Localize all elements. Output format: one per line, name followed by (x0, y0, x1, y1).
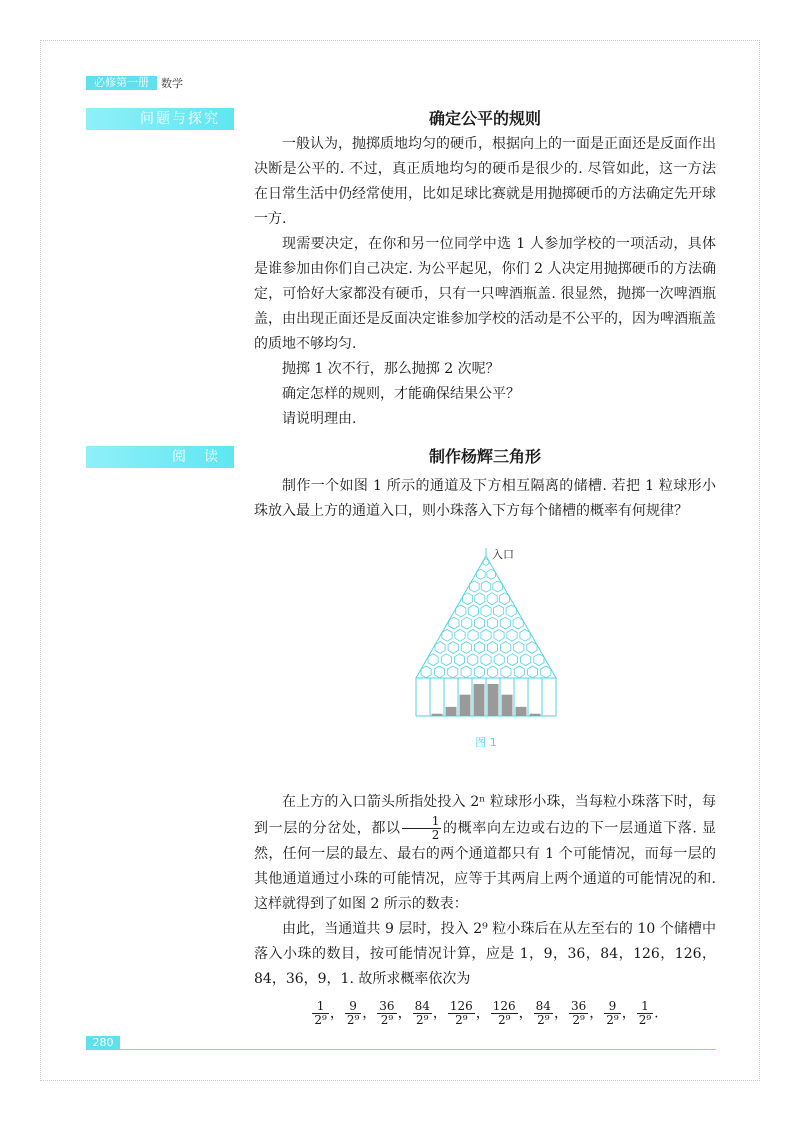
hex-channel (501, 642, 511, 654)
fraction-denominator: 2⁹ (415, 1013, 429, 1027)
page-number: 280 (86, 1036, 120, 1050)
hex-channel (468, 629, 478, 641)
bead-pile (530, 714, 541, 716)
hex-channel (475, 593, 485, 605)
paragraph: 一般认为，抛掷质地均匀的硬币，根据向上的一面是正面还是反面作出决断是公平的. 不过，真正质地均匀的硬币是很少的. 尽管如此，这一方法在日常生活中仍经常使用，比如足球比赛就是用抛掷硬币的方法确定先开球一方. (254, 136, 716, 227)
bead-pile (432, 714, 443, 716)
fraction-denominator: 2⁹ (497, 1013, 511, 1027)
fraction-denominator: 2⁹ (455, 1013, 468, 1027)
fraction-numerator: 84 (414, 999, 430, 1013)
paragraph: 由此，当通道共 9 层时，投入 2⁹ 粒小珠后在从左至右的 10 个储槽中落入小珠的数目，按可能情况计算，应是 1，9，36，84，126，126，84，36，9，1. 故所求概率依次为 (254, 921, 716, 987)
fraction-numerator: 9 (604, 1000, 620, 1014)
hex-channel (470, 581, 480, 592)
hex-channel (474, 642, 484, 654)
fraction-numerator: 1 (402, 815, 442, 829)
hex-channel (428, 654, 438, 666)
section-tag-reading: 阅 读 (86, 446, 234, 468)
hex-channel (488, 642, 498, 654)
bead-pile (474, 684, 485, 716)
bead-pile (460, 695, 471, 716)
section2-intro (254, 474, 716, 524)
hex-channel (494, 629, 504, 641)
fraction-numerator: 9 (345, 1000, 361, 1014)
fraction-numerator: 1 (637, 1000, 653, 1014)
hex-channel (461, 666, 471, 678)
hex-channel (488, 666, 498, 678)
hex-channel (514, 642, 524, 654)
hex-channel (442, 629, 452, 641)
hex-channel (449, 617, 459, 629)
section-title-fair-rules: 确定公平的规则 (428, 109, 541, 128)
footer-rule (120, 1049, 716, 1050)
separator: ， (475, 1005, 490, 1022)
separator: ， (329, 1005, 344, 1022)
paragraph: 确定怎样的规则，才能确保结果公平？ (282, 386, 520, 402)
separator: . (654, 1005, 659, 1022)
hex-channel (520, 629, 530, 641)
hex-channel (474, 666, 484, 678)
hex-channel (487, 593, 497, 605)
bead-pile (446, 707, 457, 716)
subject-label: 数学 (161, 77, 183, 90)
fraction-denominator: 2⁹ (606, 1013, 619, 1027)
hex-channel (481, 581, 491, 592)
fraction-denominator: 2⁹ (638, 1013, 652, 1027)
hex-channel (456, 605, 466, 617)
fraction-denominator: 2⁹ (537, 1013, 550, 1027)
separator: ， (621, 1005, 636, 1022)
hex-channel (434, 666, 444, 678)
probability-fraction (604, 1000, 620, 1027)
paragraph-part: 的概率向左边或右边的下一层通道下落. 显然，任何一层的最左、最右的两个通道都只有 1 个可能情况，而每一层的其他通道通过小珠的可能情况，应等于其两肩上两个通道的可能情况的和. 这样就得到了如图 2 所示的数表： (254, 820, 717, 912)
hex-channel (441, 654, 451, 666)
bead-pile (502, 695, 513, 716)
separator: ， (518, 1005, 533, 1022)
hex-channel (481, 605, 491, 617)
section-tag-inquiry: 问题与探究 (86, 108, 234, 130)
hex-channel (521, 654, 531, 666)
figure-caption: 图 1 (475, 736, 497, 749)
hex-channel (462, 617, 472, 629)
probability-fraction (345, 1000, 361, 1027)
hex-channel (468, 605, 478, 617)
fraction-numerator: 1 (312, 1000, 328, 1014)
fraction-denominator: 2⁹ (346, 1013, 360, 1027)
fraction-numerator: 126 (492, 999, 516, 1013)
hex-channel (448, 642, 458, 654)
fraction-denominator: 2 (431, 828, 440, 842)
hex-channel (501, 666, 511, 678)
paragraph: 现需要决定，在你和另一位同学中选 1 人参加学校的一项活动，具体是谁参加由你们自己决定. 为公平起见，你们 2 人决定用抛掷硬币的方法确定，可恰好大家都没有硬币，只有一只啤酒瓶盖. 很显然，抛掷一次啤酒瓶盖，由出现正面还是反面决定谁参加学校的活动是不公平的，因为啤酒瓶盖的质地不够均匀. (254, 236, 716, 352)
hex-channel (455, 629, 465, 641)
probability-fraction (569, 1000, 588, 1027)
probability-fraction (491, 1000, 518, 1027)
probability-fraction (448, 1000, 475, 1027)
probability-fraction (413, 1000, 432, 1027)
hex-channel (507, 654, 517, 666)
hex-channel (487, 617, 497, 629)
probability-fraction (534, 1000, 553, 1027)
fraction-denominator: 2⁹ (314, 1013, 327, 1027)
hex-channel (527, 642, 537, 654)
hex-channel (507, 629, 517, 641)
figure-entry-label: 入口 (492, 548, 514, 561)
hex-channel (481, 629, 491, 641)
hex-channel (541, 666, 551, 678)
hex-channel (475, 617, 485, 629)
probability-fraction (377, 1000, 396, 1027)
hex-channel (448, 666, 458, 678)
paragraph-part: 在上方的入口箭头所指处投入 2ⁿ 粒球形小珠，当每粒小珠落下时，每到一层的分岔处，都以 (254, 794, 716, 837)
paragraph (254, 790, 716, 917)
paragraph: 抛掷 1 次不行，那么抛掷 2 次呢？ (282, 361, 500, 377)
hex-channel (461, 642, 471, 654)
separator: ， (362, 1005, 377, 1022)
hex-channel (534, 654, 544, 666)
fraction-numerator: 84 (535, 999, 551, 1013)
separator: ， (432, 1005, 447, 1022)
bead-pile (488, 684, 499, 716)
probability-fraction (637, 1000, 653, 1027)
probability-fraction (312, 1000, 328, 1027)
fraction-denominator: 2⁹ (380, 1013, 394, 1027)
hex-channel (483, 559, 489, 566)
fraction-numerator: 36 (570, 999, 587, 1013)
fraction-denominator: 2⁹ (572, 1013, 585, 1027)
galton-board-figure (408, 548, 564, 720)
hex-channel (528, 666, 538, 678)
hex-channel (514, 666, 524, 678)
section1-body (254, 132, 716, 432)
fraction-one-half (402, 815, 442, 842)
hex-channel (481, 654, 491, 666)
hex-channel (494, 654, 504, 666)
paragraph: 制作一个如图 1 所示的通道及下方相互隔离的储槽. 若把 1 粒球形小珠放入最上方的通道入口，则小珠落入下方每个储槽的概率有何规律？ (254, 478, 716, 519)
separator: ， (397, 1005, 412, 1022)
hex-channel (455, 654, 465, 666)
section2-body (254, 790, 716, 992)
hex-channel (500, 617, 510, 629)
book-label: 必修第一册 (86, 76, 157, 90)
hex-channel (435, 642, 445, 654)
paragraph: 请说明理由. (282, 411, 357, 427)
separator: ， (553, 1005, 568, 1022)
hex-channel (493, 581, 503, 592)
bead-pile (516, 707, 527, 716)
hex-channel (421, 666, 431, 678)
hex-channel (487, 569, 496, 579)
probability-list (254, 1000, 716, 1027)
fraction-numerator: 36 (379, 999, 395, 1013)
hex-channel (513, 617, 523, 629)
separator: ， (589, 1005, 604, 1022)
running-header (86, 76, 183, 90)
fraction-numerator: 126 (449, 999, 473, 1013)
hex-channel (476, 569, 485, 579)
hex-channel (468, 654, 478, 666)
hex-channel (494, 605, 504, 617)
hex-channel (463, 593, 473, 605)
section-title-yanghui-triangle: 制作杨辉三角形 (428, 447, 541, 466)
hex-channel (506, 605, 516, 617)
hex-channel (499, 593, 509, 605)
